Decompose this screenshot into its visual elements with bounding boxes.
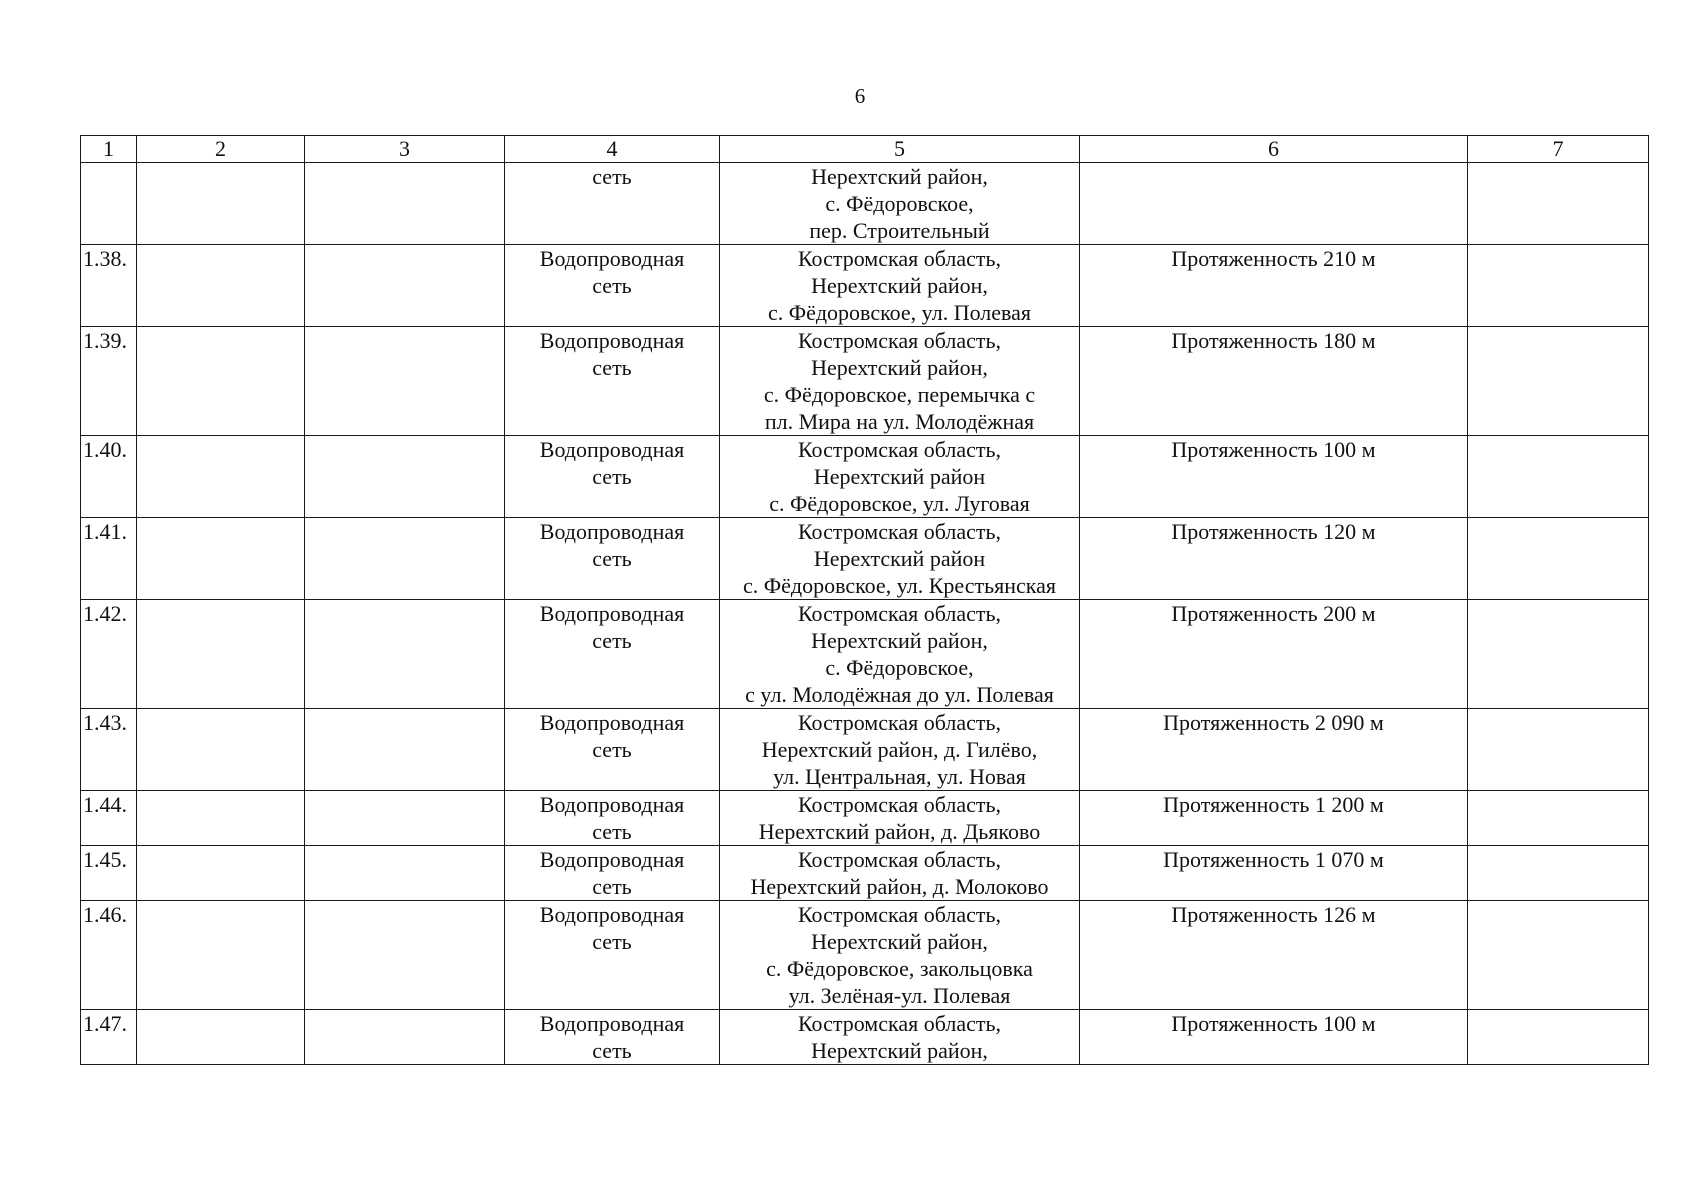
column-2-cell bbox=[137, 709, 305, 791]
length-cell: Протяженность 180 м bbox=[1080, 327, 1468, 436]
length-cell: Протяженность 100 м bbox=[1080, 436, 1468, 518]
length-cell: Протяженность 1 200 м bbox=[1080, 791, 1468, 846]
address-cell-line: Нерехтский район bbox=[813, 464, 986, 489]
object-type-cell-line: Водопроводная bbox=[539, 601, 685, 626]
address-cell-line: Нерехтский район, bbox=[811, 929, 988, 954]
column-7-cell bbox=[1468, 327, 1649, 436]
column-3-cell bbox=[305, 327, 505, 436]
address-cell-line: Нерехтский район, bbox=[811, 355, 988, 380]
column-3-cell bbox=[305, 791, 505, 846]
length-cell: Протяженность 120 м bbox=[1080, 518, 1468, 600]
column-7-cell bbox=[1468, 518, 1649, 600]
address-cell-line: с. Фёдоровское, перемычка с bbox=[763, 382, 1036, 407]
address-cell-line: Костромская область, bbox=[797, 792, 1002, 817]
item-number-cell: 1.43. bbox=[81, 709, 137, 791]
column-7-cell bbox=[1468, 163, 1649, 245]
item-number-cell: 1.45. bbox=[81, 846, 137, 901]
table-row bbox=[81, 846, 1649, 901]
object-type-cell bbox=[505, 436, 720, 518]
object-type-cell bbox=[505, 518, 720, 600]
length-cell: Протяженность 2 090 м bbox=[1080, 709, 1468, 791]
table-row bbox=[81, 600, 1649, 709]
address-cell-line: Нерехтский район, bbox=[811, 164, 988, 189]
table-row bbox=[81, 518, 1649, 600]
object-type-cell bbox=[505, 791, 720, 846]
address-cell-line: с ул. Молодёжная до ул. Полевая bbox=[745, 682, 1054, 707]
column-2-cell bbox=[137, 327, 305, 436]
address-cell-line: с. Фёдоровское, ул. Крестьянская bbox=[742, 573, 1057, 598]
length-cell bbox=[1080, 163, 1468, 245]
item-number-cell: 1.47. bbox=[81, 1010, 137, 1065]
address-cell bbox=[720, 901, 1080, 1010]
address-cell-line: Костромская область, bbox=[797, 1011, 1002, 1036]
length-cell: Протяженность 200 м bbox=[1080, 600, 1468, 709]
table-row bbox=[81, 901, 1649, 1010]
object-type-cell-line: сеть bbox=[592, 628, 632, 653]
object-type-cell bbox=[505, 1010, 720, 1065]
column-3-cell bbox=[305, 163, 505, 245]
object-type-cell bbox=[505, 846, 720, 901]
column-3-cell bbox=[305, 518, 505, 600]
column-2-cell bbox=[137, 245, 305, 327]
object-type-cell-line: сеть bbox=[592, 737, 632, 762]
column-7-cell bbox=[1468, 436, 1649, 518]
length-cell: Протяженность 1 070 м bbox=[1080, 846, 1468, 901]
column-7-cell bbox=[1468, 901, 1649, 1010]
item-number-cell bbox=[81, 163, 137, 245]
address-cell bbox=[720, 245, 1080, 327]
address-cell-line: с. Фёдоровское, bbox=[825, 191, 974, 216]
object-type-cell-line: Водопроводная bbox=[539, 710, 685, 735]
table-row bbox=[81, 327, 1649, 436]
object-type-cell-line: сеть bbox=[592, 819, 632, 844]
address-cell-line: Костромская область, bbox=[797, 710, 1002, 735]
address-cell bbox=[720, 1010, 1080, 1065]
column-2-cell bbox=[137, 846, 305, 901]
item-number-cell: 1.44. bbox=[81, 791, 137, 846]
address-cell-line: с. Фёдоровское, закольцовка bbox=[766, 956, 1033, 981]
table-row bbox=[81, 163, 1649, 245]
object-type-cell-line: сеть bbox=[592, 874, 632, 899]
address-cell-line: ул. Центральная, ул. Новая bbox=[773, 764, 1026, 789]
column-number: 1 bbox=[81, 136, 137, 163]
column-3-cell bbox=[305, 846, 505, 901]
object-type-cell-line: Водопроводная bbox=[539, 328, 685, 353]
address-cell-line: ул. Зелёная-ул. Полевая bbox=[788, 983, 1011, 1008]
address-cell-line: Костромская область, bbox=[797, 437, 1002, 462]
address-cell-line: Костромская область, bbox=[797, 847, 1002, 872]
address-cell bbox=[720, 327, 1080, 436]
column-number: 7 bbox=[1468, 136, 1649, 163]
address-cell-line: Костромская область, bbox=[797, 601, 1002, 626]
column-3-cell bbox=[305, 1010, 505, 1065]
item-number-cell: 1.41. bbox=[81, 518, 137, 600]
object-type-cell-line: сеть bbox=[592, 1038, 632, 1063]
column-7-cell bbox=[1468, 709, 1649, 791]
item-number-cell: 1.46. bbox=[81, 901, 137, 1010]
item-number-cell: 1.42. bbox=[81, 600, 137, 709]
object-type-cell bbox=[505, 600, 720, 709]
column-number: 2 bbox=[137, 136, 305, 163]
address-cell-line: Костромская область, bbox=[797, 519, 1002, 544]
object-type-cell-line: Водопроводная bbox=[539, 437, 685, 462]
length-cell: Протяженность 100 м bbox=[1080, 1010, 1468, 1065]
address-cell-line: Костромская область, bbox=[797, 328, 1002, 353]
object-type-cell-line: сеть bbox=[592, 546, 632, 571]
address-cell bbox=[720, 436, 1080, 518]
column-number: 6 bbox=[1080, 136, 1468, 163]
item-number-cell: 1.38. bbox=[81, 245, 137, 327]
length-cell: Протяженность 210 м bbox=[1080, 245, 1468, 327]
address-cell-line: пер. Строительный bbox=[809, 218, 990, 243]
object-type-cell-line: Водопроводная bbox=[539, 1011, 685, 1036]
column-2-cell bbox=[137, 901, 305, 1010]
object-type-cell-line: Водопроводная bbox=[539, 519, 685, 544]
column-7-cell bbox=[1468, 846, 1649, 901]
address-cell-line: Нерехтский район, bbox=[811, 273, 988, 298]
address-cell bbox=[720, 791, 1080, 846]
address-cell-line: с. Фёдоровское, ул. Луговая bbox=[769, 491, 1030, 516]
object-type-cell-line: Водопроводная bbox=[539, 902, 685, 927]
object-type-cell bbox=[505, 709, 720, 791]
table-row bbox=[81, 791, 1649, 846]
length-cell: Протяженность 126 м bbox=[1080, 901, 1468, 1010]
object-type-cell bbox=[505, 163, 720, 245]
column-3-cell bbox=[305, 600, 505, 709]
column-2-cell bbox=[137, 518, 305, 600]
address-cell bbox=[720, 846, 1080, 901]
address-cell-line: Нерехтский район, д. Гилёво, bbox=[761, 737, 1038, 762]
object-type-cell-line: сеть bbox=[592, 464, 632, 489]
register-table bbox=[80, 135, 1649, 1065]
column-2-cell bbox=[137, 1010, 305, 1065]
address-cell bbox=[720, 709, 1080, 791]
table-body bbox=[81, 136, 1649, 1065]
column-3-cell bbox=[305, 245, 505, 327]
address-cell-line: с. Фёдоровское, ул. Полевая bbox=[767, 300, 1032, 325]
object-type-cell-line: Водопроводная bbox=[539, 246, 685, 271]
table-row bbox=[81, 709, 1649, 791]
object-type-cell bbox=[505, 901, 720, 1010]
address-cell-line: Нерехтский район, bbox=[811, 628, 988, 653]
object-type-cell-line: сеть bbox=[592, 164, 632, 189]
column-7-cell bbox=[1468, 791, 1649, 846]
address-cell-line: Нерехтский район, д. Дьяково bbox=[758, 819, 1041, 844]
column-number: 5 bbox=[720, 136, 1080, 163]
object-type-cell-line: Водопроводная bbox=[539, 847, 685, 872]
column-7-cell bbox=[1468, 245, 1649, 327]
object-type-cell bbox=[505, 327, 720, 436]
column-2-cell bbox=[137, 436, 305, 518]
column-2-cell bbox=[137, 600, 305, 709]
object-type-cell-line: сеть bbox=[592, 273, 632, 298]
column-2-cell bbox=[137, 791, 305, 846]
object-type-cell-line: сеть bbox=[592, 929, 632, 954]
address-cell bbox=[720, 518, 1080, 600]
address-cell-line: Нерехтский район bbox=[813, 546, 986, 571]
column-7-cell bbox=[1468, 1010, 1649, 1065]
address-cell-line: Костромская область, bbox=[797, 246, 1002, 271]
column-3-cell bbox=[305, 709, 505, 791]
column-3-cell bbox=[305, 901, 505, 1010]
column-number-row bbox=[81, 136, 1649, 163]
table-row bbox=[81, 245, 1649, 327]
item-number-cell: 1.39. bbox=[81, 327, 137, 436]
object-type-cell-line: Водопроводная bbox=[539, 792, 685, 817]
item-number-cell: 1.40. bbox=[81, 436, 137, 518]
object-type-cell-line: сеть bbox=[592, 355, 632, 380]
page-number: 6 bbox=[854, 84, 866, 108]
address-cell-line: Нерехтский район, bbox=[811, 1038, 988, 1063]
address-cell-line: Нерехтский район, д. Молоково bbox=[750, 874, 1049, 899]
address-cell bbox=[720, 600, 1080, 709]
column-number: 4 bbox=[505, 136, 720, 163]
column-number: 3 bbox=[305, 136, 505, 163]
address-cell bbox=[720, 163, 1080, 245]
column-3-cell bbox=[305, 436, 505, 518]
table-row bbox=[81, 436, 1649, 518]
object-type-cell bbox=[505, 245, 720, 327]
address-cell-line: пл. Мира на ул. Молодёжная bbox=[764, 409, 1035, 434]
address-cell-line: с. Фёдоровское, bbox=[825, 655, 974, 680]
column-2-cell bbox=[137, 163, 305, 245]
table-row bbox=[81, 1010, 1649, 1065]
address-cell-line: Костромская область, bbox=[797, 902, 1002, 927]
column-7-cell bbox=[1468, 600, 1649, 709]
